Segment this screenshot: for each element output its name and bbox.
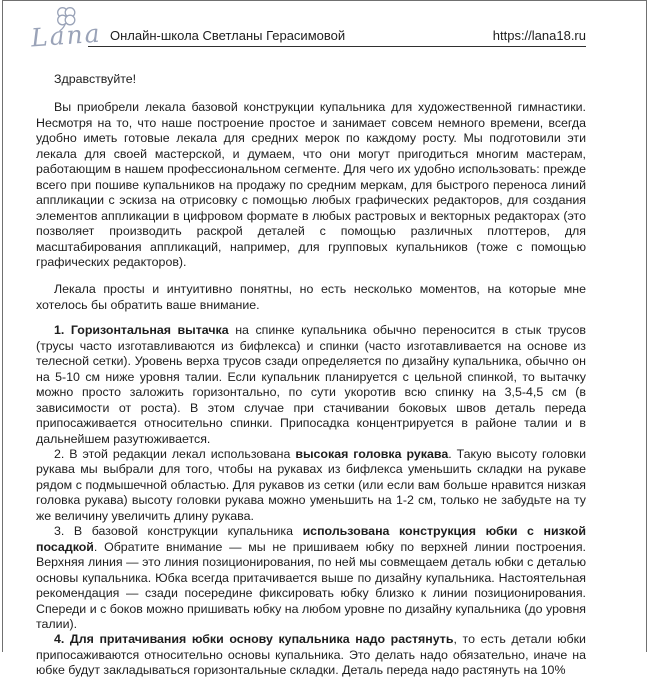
paragraph xyxy=(36,72,586,87)
document-page xyxy=(2,0,647,678)
paragraph xyxy=(36,323,586,447)
paragraph-bold-text: 4. Для притачивания юбки основу купальника надо растянуть xyxy=(54,632,454,647)
paragraph-text: Здравствуйте! xyxy=(54,72,137,86)
paragraph-bold-text: высокая головка рукава xyxy=(295,446,449,461)
paragraph-bold-text: использована конструкция юбки с низкой посадкой xyxy=(36,524,586,554)
site-url-link[interactable]: https://lana18.ru xyxy=(492,28,586,43)
paragraph xyxy=(36,447,586,524)
paragraph-text: на спинке купальника обычно переносится в стык трусов (трусы часто изготавливаются из бифлекса) и спинки (часто изготавливается на основе из телесной сетки). Уровень верха трусов сзади определяется по дизайну купальника, обычно он на 5-10 см ниже уровня талии. Если купальник планируется с цельной спинкой, то вытачку можно просто заложить горизонтально, по сути укоротив всю спинку на 3,5-4,5 см (в зависимости от роста). В этом случае при стачивании боковых швов деталь переда припосаживается относительно спинки. Припосадка концентрируется в районе талии и в дальнейшем разутюживается. xyxy=(36,323,586,446)
school-title: Онлайн-школа Светланы Герасимовой xyxy=(110,28,346,43)
page-header xyxy=(3,1,646,57)
paragraph xyxy=(36,100,586,270)
paragraph xyxy=(36,632,586,678)
paragraph-bold-text: 1. Горизонтальная вытачка xyxy=(54,323,229,338)
logo xyxy=(31,3,109,57)
paragraph-text: 2. В этой редакции лекал использована xyxy=(54,446,296,461)
paragraph-text: Лекала просты и интуитивно понятны, но есть несколько моментов, на которые мне хотелось бы обратить ваше внимание. xyxy=(36,282,586,312)
paragraph-text: . Такую высоту головки рукава мы выбрали для того, чтобы на рукавах из бифлекса уменьшить складки на рукаве рядом с подмышечной областью. Для рукавов из сетки (или если вам больше нравится низкая головка рукава) высоту головки рукава можно уменьшить на 1-2 см, только не забудьте на ту же величину увеличить длину рукава. xyxy=(36,446,586,523)
paragraph-text: . Обратите внимание — мы не пришиваем юбку по верхней линии построения. Верхняя линия — это линия позиционирования, по ней мы совмещаем деталь юбки с деталью основы купальника. Юбка всегда притачивается выше по дизайну купальника. Настоятельная рекомендация — сзади посередине фиксировать юбку близко к линии позиционирования. Спереди и с боков можно пришивать юбку на любом уровне по дизайну купальника (до уровня талии). xyxy=(36,539,586,631)
paragraph-text: Вы приобрели лекала базовой конструкции купальника для художественной гимнастики. Несмотря на то, что наше построение простое и занимает совсем немного времени, всегда удобно иметь готовые лекала для средних мерок по каждому росту. Мы подготовили эти лекала для своей мастерской, и думаем, что они могут пригодиться многим мастерам, работающим в нашем профессиональном сегменте. Для чего их удобно использовать: прежде всего при пошиве купальников на продажу по средним меркам, для быстрого переноса линий аппликации с эскиза на отрисовку с помощью любых графических редакторов, для создания элементов аппликации в цифровом формате в любых растровых и векторных редакторах (это позволяет производить раскрой деталей с помощью различных плоттеров, для масштабирования аппликаций, например, для групповых купальников (тоже с помощью графических редакторов). xyxy=(36,100,586,269)
document-body xyxy=(36,72,586,679)
header-rule xyxy=(88,46,586,47)
paragraph-text: 3. В базовой конструкции купальника xyxy=(54,524,303,539)
paragraph xyxy=(36,524,586,632)
logo-text: Lana xyxy=(30,18,103,53)
paragraph xyxy=(36,282,586,313)
paragraph-text: , то есть детали юбки припосаживаются относительно основы купальника. Это делать надо обязательно, иначе на юбке будут закладываться горизонтальные складки. Деталь переда надо растянуть на 10% xyxy=(36,632,586,678)
